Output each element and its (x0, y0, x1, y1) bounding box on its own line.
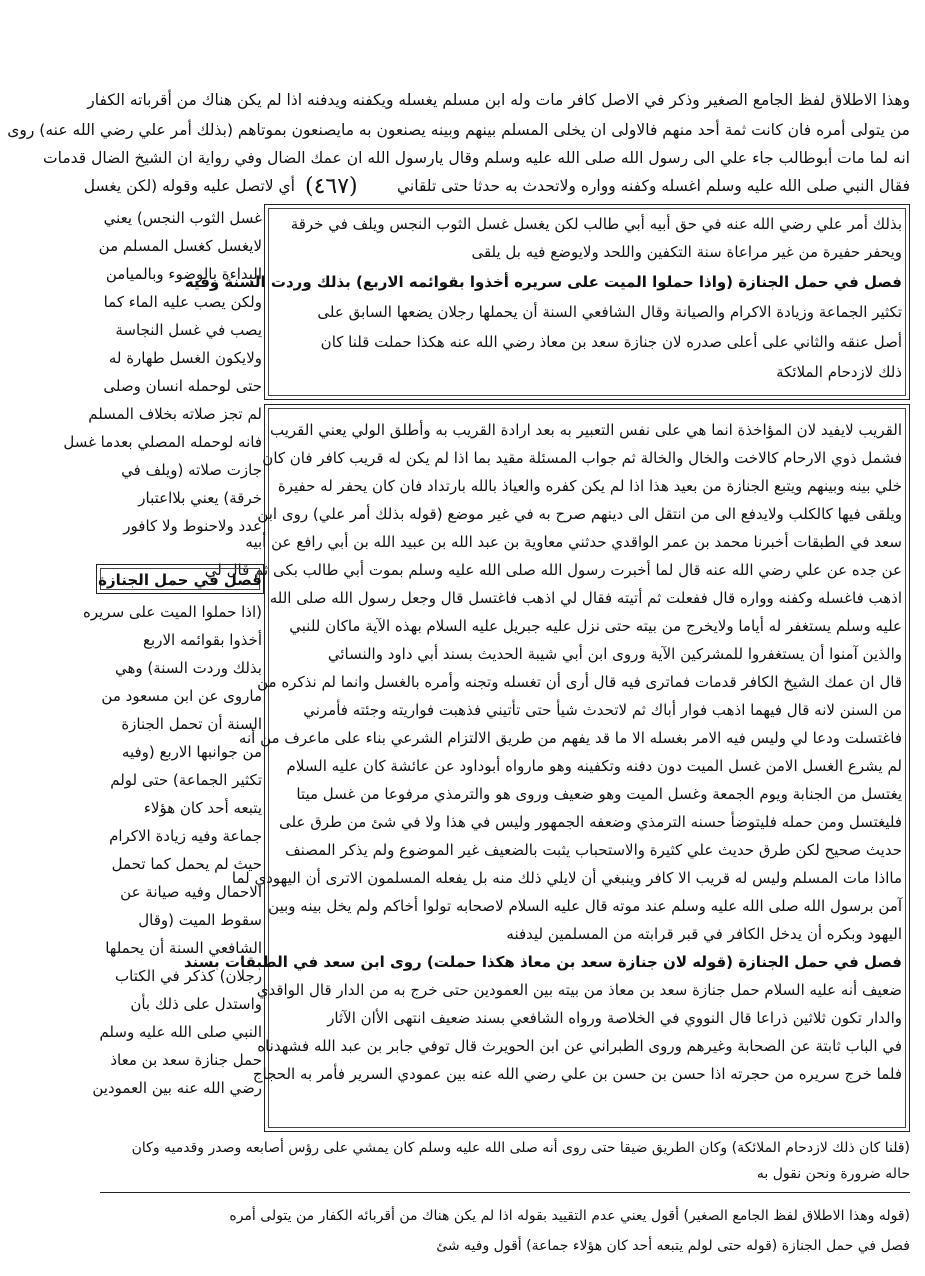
footnote-rule (100, 1192, 910, 1193)
header-line: من يتولى أمره فان كانت ثمة أحد منهم فالاولى ان يخلى المسلم بينهم وبينه يصنعون به مايصنعون بموتاهم (بذلك أمر علي رضي الله عنه) روى (7, 121, 910, 139)
sidebar-line: الشافعي السنة أن يحملها (105, 939, 262, 957)
sidebar-line: النبي صلى الله عليه وسلم (99, 1023, 262, 1041)
matn-line: ذلك لازدحام الملائكة (776, 363, 902, 381)
commentary-line: فصل في حمل الجنازة (قوله لان جنازة سعد بن معاذ هكذا حملت) روى ابن سعد في الطبقات بسند (184, 953, 902, 971)
header-line: فقال النبي صلى الله عليه وسلم اغسله وكفنه وواره ولاتحدث به حدثا حتى تلقاني (397, 177, 910, 195)
matn-line: بذلك أمر علي رضي الله عنه في حق أبيه أبي طالب لكن يغسل غسل الثوب النجس ويلف في خرقة (290, 215, 902, 233)
commentary-line: اذهب فاغسله وكفنه وواره قال ففعلت ثم أتيته فقال لي اذهب فاغتسل قال وجعل رسول الله صلى الله (269, 589, 902, 607)
sidebar-line: حيث لم يحمل كما تحمل (111, 855, 262, 873)
sidebar-line: السنة أن تحمل الجنازة (121, 715, 262, 733)
footnote-line: (قوله وهذا الاطلاق لفظ الجامع الصغير) أقول يعني عدم التقييد بقوله اذا لم يكن هناك من أقربائه الكفار من يتولى أمره (229, 1208, 910, 1224)
sidebar-line: رضي الله عنه بين العمودين (92, 1079, 262, 1097)
footnote-line: فصل في حمل الجنازة (قوله حتى لولم يتبعه أحد كان هؤلاء جماعة) أقول وفيه شئ (436, 1238, 910, 1254)
sidebar-line: لم تجز صلاته بخلاف المسلم (88, 405, 262, 423)
sidebar-line: جماعة وفيه زيادة الاكرام (109, 827, 262, 845)
sidebar-line: ماروى عن ابن مسعود من (101, 687, 262, 705)
commentary-line: في الباب ثابتة عن الصحابة وغيرهم وروى الطبراني عن ابن الحويرث قال توفي جابر بن عبد الله فشهدناه (257, 1037, 902, 1055)
sidebar-line: جازت صلاته (ويلف في (121, 461, 262, 479)
commentary-line: اليهود وبكره أن يدخل الكافر في قبر قرابته من المسلمين ليدفنه (506, 925, 902, 943)
sidebar-line: تكثير الجماعة) حتى لولم (110, 771, 262, 789)
sidebar-line: لايغسل كغسل المسلم من (98, 237, 262, 255)
commentary-line: مااذا مات المسلم وليس له قريب الا كافر وينبغي أن لايلي ذلك منه بل يفعله المسلمون الاترى أن اليهودي لما (231, 869, 902, 887)
sidebar-line: حمل جنازة سعد بن معاذ (110, 1051, 262, 1069)
commentary-line: لم يشرع الغسل الامن غسل الميت دون دفنه وتكفينه وهو مارواه أبوداود عن عائشة كان عليه السلام (286, 757, 902, 775)
commentary-line: القريب لايفيد لان المؤاخذة انما هي على نفس التعبير به بعد ارادة القريب به وأطلق الولي يعني القريب (270, 421, 902, 439)
sidebar-line: حتى لوحمله انسان وصلى (103, 377, 262, 395)
commentary-line: حديث صحيح لكن طرق حديث علي كثيرة والاستحباب يثبت بالضعيف غير الموضوع ولم يذكر المصنف (285, 841, 902, 859)
commentary-line: ويلقى فيها كالكلب ولايدفع الى من انتقل الى دينهم صرح به في غير موضع (قوله بذلك أمر علي) روى ابن (257, 505, 902, 523)
sidebar-line: الاحمال وفيه صيانة عن (120, 883, 262, 901)
sidebar-line: خرقة) يعني بلااعتبار (138, 489, 262, 507)
page-number: (٤٦٧) (305, 174, 358, 199)
sidebar-line: يصب في غسل النجاسة (115, 321, 262, 339)
header-line: وهذا الاطلاق لفظ الجامع الصغير وذكر في الاصل كافر مات وله ابن مسلم يغسله ويكفنه ويدفنه اذا لم يكن هناك من أقرباته الكفار (87, 91, 910, 109)
sidebar-line: عدد ولاحنوط ولا كافور (123, 517, 262, 535)
commentary-line: سعد في الطبقات أخبرنا محمد بن عمر الواقدي حدثني معاوية بن عبد الله بن عبيد الله بن أبي رافع عن أبيه (245, 533, 902, 551)
sidebar-line: (اذا حملوا الميت على سريره (82, 603, 262, 621)
sidebar-line: واستدل على ذلك بأن (130, 995, 262, 1013)
commentary-line: عليه وسلم يستغفر له أياما ولايخرج من بيته حتى نزل عليه جبريل عليه السلام بهذه الآية ماكان للنبي (289, 617, 902, 635)
commentary-line: آمن برسول الله صلى الله عليه وسلم عند موته قال عليه السلام لاصحابه تولوا أخاكم ولم يخل بينه وبين (268, 897, 902, 915)
commentary-line: خلي بينه وبينهم ويتبع الجنازة من بعيد هذا اذا لم يكن كفره والعياذ بالله بارتداد فان كان يحفر له حفيرة (277, 477, 902, 495)
sidebar-line: بذلك وردت السنة) وهي (114, 659, 262, 677)
commentary-line: والدار تكون ثلاثين ذراعا قال النووي في الخلاصة ورواه الشافعي بسند ضعيف انتهى الأان الآثار (327, 1009, 902, 1027)
commentary-line: من السنن لانه قال فيهما اذهب فوار أباك ثم لاتحدث شيأ حتى تأتيني فذهبت فواريته وجئته فأمرني (303, 701, 902, 719)
matn-line: تكثير الجماعة وزيادة الاكرام والصيانة وقال الشافعي السنة أن يحملها رجلان يضعها السابق على (317, 303, 902, 321)
commentary-line: فاغتسلت ودعا لي وليس فيه الامر بغسله الا ما قد يفهم من طريق الالتزام الشرعي بناء على ماعرف من أنه (238, 729, 902, 747)
sidebar-line: غسل الثوب النجس) يعني (103, 209, 262, 227)
sidebar-heading: فصل في حمل الجنازة (98, 571, 262, 589)
commentary-line: فلما خرج سريره من حجرته اذا حسن بن حسن بن علي رضي الله عنه بين عمودي السرير فأمر به الحجاج (252, 1065, 902, 1083)
commentary-line: ضعيف أنه عليه السلام حمل جنازة سعد بن معاذ من بيته بين العمودين حتى خرج به من الدار قال الواقدي (256, 981, 902, 999)
sidebar-line: فانه لوحمله المصلي بعدما غسل (63, 433, 262, 451)
commentary-line: يغتسل من الجنابة ويوم الجمعة وغسل الميت وهو ضعيف وروى هو والترمذي مرفوعا من غسل ميتا (296, 785, 902, 803)
sidebar-line: يتبعه أحد كان هؤلاء (143, 799, 262, 817)
bottom-line: (قلنا كان ذلك لازدحام الملائكة) وكان الطريق ضيقا حتى روى أنه صلى الله عليه وسلم كان يمشي على رؤس أصابعه وصدر وقدميه وكان (131, 1140, 910, 1156)
sidebar-line: من جوانبها الاربع (وفيه (121, 743, 262, 761)
bottom-line: حاله ضرورة ونحن نقول به (756, 1166, 910, 1182)
sidebar-line: ولايكون الغسل طهارة له (108, 349, 262, 367)
commentary-line: والذين آمنوا أن يستغفروا للمشركين الآية وروى ابن أبي شيبة الحديث بسند أبي داود والنسائي (327, 645, 902, 663)
sidebar-line: البداءة بالوضوء وبالميامن (105, 265, 262, 283)
commentary-line: فشمل ذوي الارحام كالاخت والخال والخالة ثم جواب المسئلة مقيد بما اذا لم يكن له قريب كافر فان كان (262, 449, 902, 467)
sidebar-line: سقوط الميت (وقال (138, 911, 262, 929)
commentary-line: عن جده عن علي رضي الله عنه قال لما أخبرت رسول الله صلى الله عليه وسلم بموت أبي طالب بكى ثم قال لي (204, 561, 902, 579)
commentary-line: فليغتسل ومن حمله فليتوضأ حسنه الترمذي وضعفه الجمهور وليس في هذا ولا في شئ من طرق على (279, 813, 902, 831)
matn-line: ويحفر حفيرة من غير مراعاة سنة التكفين واللحد ولايوضع فيه بل يلقى (471, 243, 902, 261)
sidebar-line: ولكن يصب عليه الماء كما (103, 293, 262, 311)
sidebar-line: أخذوا بقوائمه الاربع (143, 631, 262, 649)
commentary-line: قال ان عمك الشيخ الكافر قدمات فماترى فيه قال أرى أن تغسله وتجنه وأمره بالغسل وانما لم نذكره من (257, 673, 902, 691)
sidebar-line: رجلان) كذكر في الكتاب (115, 967, 262, 985)
header-line: أي لاتصل عليه وقوله (لكن يغسل (83, 177, 295, 195)
matn-line: فصل في حمل الجنازة (واذا حملوا الميت على سريره أخذوا بقوائمه الاربع) بذلك وردت السنة وفيه (184, 273, 902, 291)
matn-line: أصل عنقه والثاني على أعلى صدره لان جنازة سعد بن معاذ رضي الله عنه هكذا حملت قلنا كان (320, 333, 902, 351)
header-line: انه لما مات أبوطالب جاء علي الى رسول الله صلى الله عليه وسلم وقال يارسول الله ان عمك الضال وفي رواية ان الشيخ الضال قدمات (43, 149, 910, 167)
